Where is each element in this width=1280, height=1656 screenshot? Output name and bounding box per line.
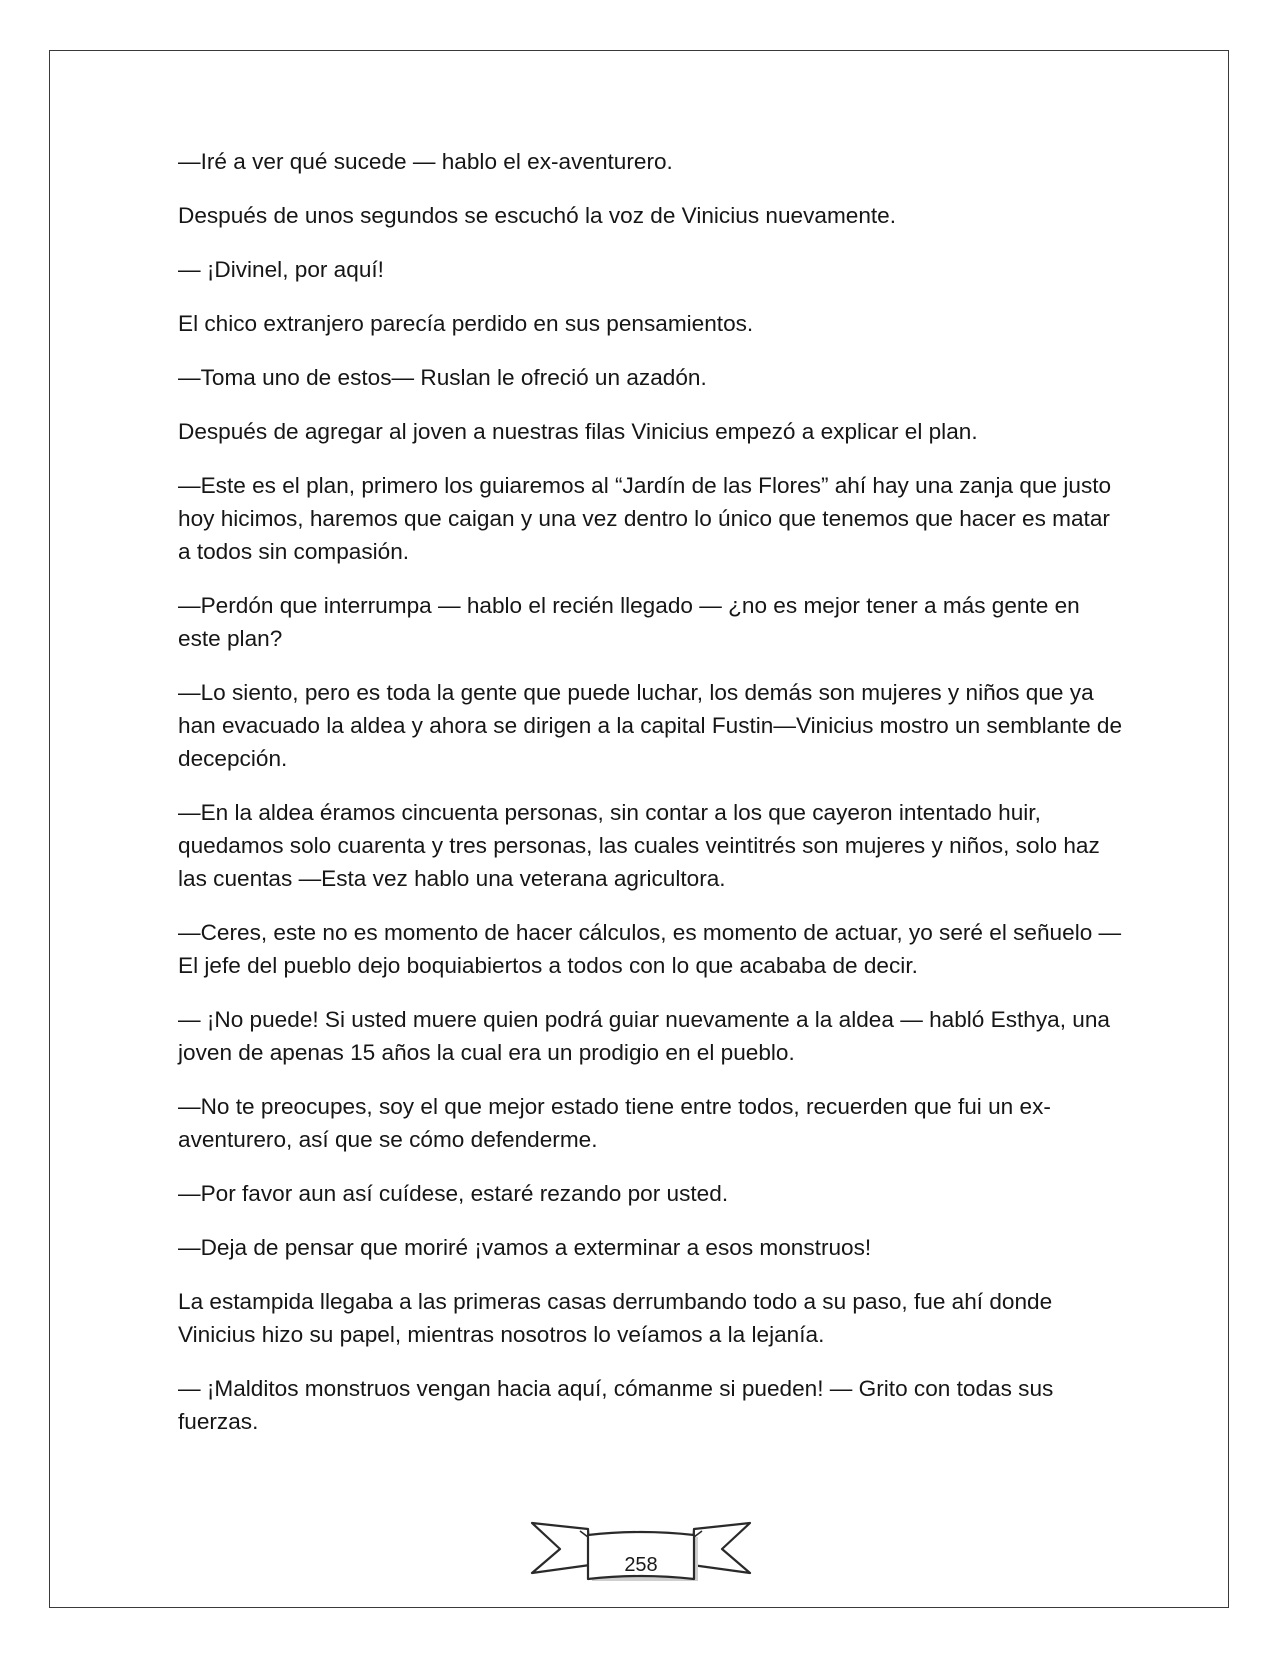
paragraph: — ¡Malditos monstruos vengan hacia aquí, cómanme si pueden! — Grito con todas sus fuerzas. — [178, 1376, 1054, 1434]
paragraph: —Lo siento, pero es toda la gente que puede luchar, los demás son mujeres y niños que ya han evacuado la aldea y ahora se dirigen a la capital Fustin—Vinicius mostro un semblante de decepción. — [178, 680, 1123, 771]
paragraph: —Iré a ver qué sucede — hablo el ex-aventurero. — [178, 149, 673, 174]
paragraph: Después de unos segundos se escuchó la voz de Vinicius nuevamente. — [178, 203, 897, 228]
paragraph: —No te preocupes, soy el que mejor estado tiene entre todos, recuerden que fui un ex-aventurero, así que se cómo defenderme. — [178, 1094, 1051, 1152]
paragraph: El chico extranjero parecía perdido en sus pensamientos. — [178, 311, 754, 336]
paragraph: — ¡Divinel, por aquí! — [178, 257, 384, 282]
paragraph: —Deja de pensar que moriré ¡vamos a exterminar a esos monstruos! — [178, 1235, 872, 1260]
paragraph: —Este es el plan, primero los guiaremos al “Jardín de las Flores” ahí hay una zanja que justo hoy hicimos, haremos que caigan y una vez dentro lo único que tenemos que hacer es matar a todos sin compasión. — [178, 473, 1112, 564]
paragraph: Después de agregar al joven a nuestras filas Vinicius empezó a explicar el plan. — [178, 419, 978, 444]
paragraph: — ¡No puede! Si usted muere quien podrá guiar nuevamente a la aldea — habló Esthya, una joven de apenas 15 años la cual era un prodigio en el pueblo. — [178, 1007, 1110, 1065]
paragraph: La estampida llegaba a las primeras casas derrumbando todo a su paso, fue ahí donde Vinicius hizo su papel, mientras nosotros lo veíamos a la lejanía. — [178, 1289, 1053, 1347]
paragraph: —Por favor aun así cuídese, estaré rezando por usted. — [178, 1181, 729, 1206]
page-number: 258 — [624, 1554, 658, 1576]
text-body — [178, 145, 1123, 1459]
paragraph: —En la aldea éramos cincuenta personas, sin contar a los que cayeron intentado huir, quedamos solo cuarenta y tres personas, las cuales veintitrés son mujeres y niños, solo haz las cuentas —Esta vez hablo una veterana agricultora. — [178, 800, 1100, 891]
paragraph: —Perdón que interrumpa — hablo el recién llegado — ¿no es mejor tener a más gente en este plan? — [178, 593, 1080, 651]
paragraph: —Toma uno de estos— Ruslan le ofreció un azadón. — [178, 365, 707, 390]
paragraph: —Ceres, este no es momento de hacer cálculos, es momento de actuar, yo seré el señuelo — El jefe del pueblo dejo boquiabiertos a todos con lo que acababa de decir. — [178, 920, 1122, 978]
